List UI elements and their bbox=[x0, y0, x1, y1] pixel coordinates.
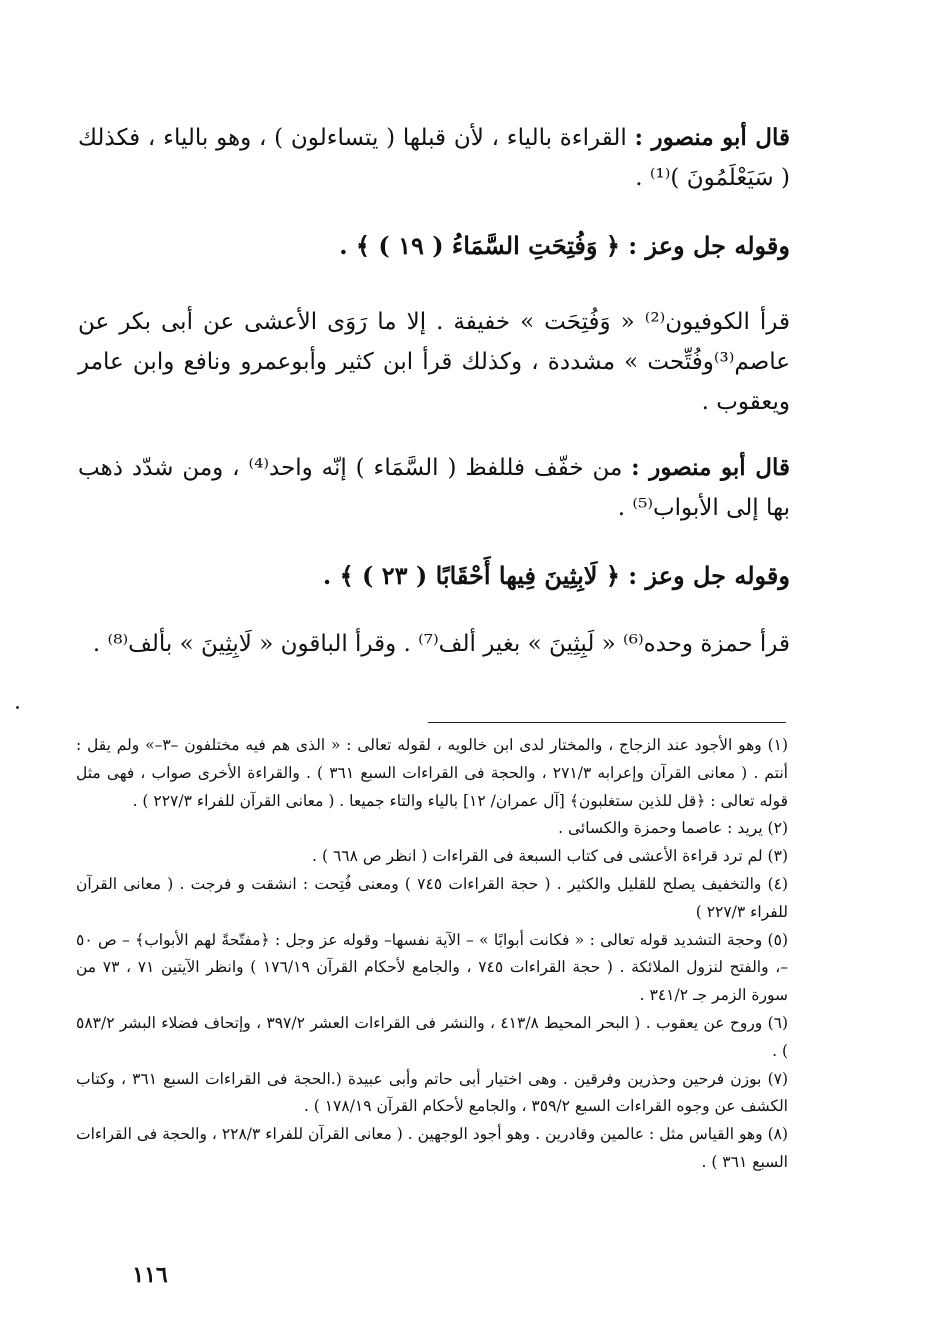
speaker-label: قال أبو منصور : bbox=[634, 124, 790, 151]
verse-intro: وقوله جل وعز : bbox=[628, 231, 790, 260]
quran-verse: ﴿ وَفُتِحَتِ السَّمَاءُ ( ١٩ ) ﴾ . bbox=[339, 231, 629, 260]
footnote-5: (٥) وحجة التشديد قوله تعالى : « فكانت أبوابًا » – الآية نفسها– وقوله عز وجل : ﴿مفتّحةً لهم الأبواب﴾ – ص ٥٠ –، والفتح لنزول الملائكة . ( حجة القراءات ٧٤٥ ، والجامع لأحكام القرآن ١٧٦/١٩ ) وانظر الآيتين ٧١ ، ٧٣ من سورة الزمر جـ ٣٤١/٢ . bbox=[76, 930, 788, 1005]
footnote-8: (٨) وهو القياس مثل : عالمين وقادرين . وهو أجود الوجهين . ( معانى القرآن للفراء ٢٢٨/٣ ، والحجة فى القراءات السبع ٣٦١ ) . bbox=[76, 1125, 789, 1171]
footnote-1: (١) وهو الأجود عند الزجاج ، والمختار لدى ابن خالويه ، لقوله تعالى : « الذى هم فيه مختلفون –٣–» ولم يقل : أنتم . ( معانى القرآن وإعرابه ٢٧١/٣ ، والحجة فى القراءات السبع ٣٦١ ) . والقراءة الأخرى صواب ، فهى مثل قوله تعالى : ﴿قل للذين ستغلبون﴾ [آل عمران/ ١٢] بالياء والتاء جميعا . ( معانى القرآن للفراء ٢٢٧/٣ ) . bbox=[76, 736, 789, 810]
paragraph-readings-1 bbox=[78, 302, 790, 422]
speaker-label: قال أبو منصور : bbox=[631, 454, 790, 481]
footnote-3: (٣) لم ترد قراءة الأعشى فى كتاب السبعة فى القراءات ( انظر ص ٦٦٨ ) . bbox=[312, 847, 788, 866]
verse-heading-2 bbox=[78, 554, 790, 598]
footnote-separator bbox=[428, 722, 786, 723]
paragraph-commentary-1 bbox=[78, 118, 790, 198]
footnote-2: (٢) يريد : عاصما وحمزة والكسائى . bbox=[558, 819, 788, 838]
verse-heading-1 bbox=[78, 224, 790, 268]
paragraph-commentary-2 bbox=[78, 448, 790, 528]
paragraph-readings-2 bbox=[78, 624, 790, 664]
paragraph-text: من خفّف فللفظ ( السَّمَاء ) إنّه واحد⁽⁴⁾ ، ومن شدّد ذهب بها إلى الأبواب⁽⁵⁾ . bbox=[78, 455, 790, 521]
verse-intro: وقوله جل وعز : bbox=[628, 561, 790, 590]
paragraph-text: قرأ حمزة وحده⁽⁶⁾ « لَبِثِينَ » بغير ألف⁽⁷⁾ . وقرأ الباقون « لَابِثِينَ » بألف⁽⁸⁾ . bbox=[92, 631, 790, 657]
main-text bbox=[78, 118, 790, 664]
scan-speck bbox=[16, 706, 19, 709]
footnote-4: (٤) والتخفيف يصلح للقليل والكثير . ( حجة القراءات ٧٤٥ ) ومعنى فُتِحت : انشقت و فرجت . ( معانى القرآن للفراء ٢٢٧/٣ ) bbox=[76, 874, 789, 921]
quran-verse: ﴿ لَابِثِينَ فِيها أَحْقَابًا ( ٢٣ ) ﴾ . bbox=[322, 561, 629, 590]
page-number: ١١٦ bbox=[132, 1262, 168, 1288]
paragraph-text: القراءة بالياء ، لأن قبلها ( يتساءلون ) ، وهو بالياء ، فكذلك ( سَيَعْلَمُونَ )⁽¹⁾ . bbox=[78, 125, 790, 191]
footnotes bbox=[76, 732, 788, 1177]
paragraph-text: قرأ الكوفيون⁽²⁾ « وَفُتِحَت » خفيفة . إلا ما رَوَى الأعشى عن أبى بكر عن عاصم⁽³⁾وفُتِّحت » مشددة ، وكذلك قرأ ابن كثير وأبوعمرو ونافع وابن عامر ويعقوب . bbox=[78, 309, 790, 415]
footnote-7: (٧) بوزن فرحين وحذرين وفرقين . وهى اختيار أبى حاتم وأبى عبيدة (.الحجة فى القراءات السبع ٣٦١ ، وكتاب الكشف عن وجوه القراءات السبع ٣٥٩/٢ ، والجامع لأحكام القرآن ١٧٨/١٩ ) . bbox=[76, 1069, 789, 1116]
footnote-6: (٦) وروح عن يعقوب . ( البحر المحيط ٤١٣/٨ ، والنشر فى القراءات العشر ٣٩٧/٢ ، وإتحاف فضلاء البشر ٥٨٣/٢ ) . bbox=[76, 1013, 789, 1060]
